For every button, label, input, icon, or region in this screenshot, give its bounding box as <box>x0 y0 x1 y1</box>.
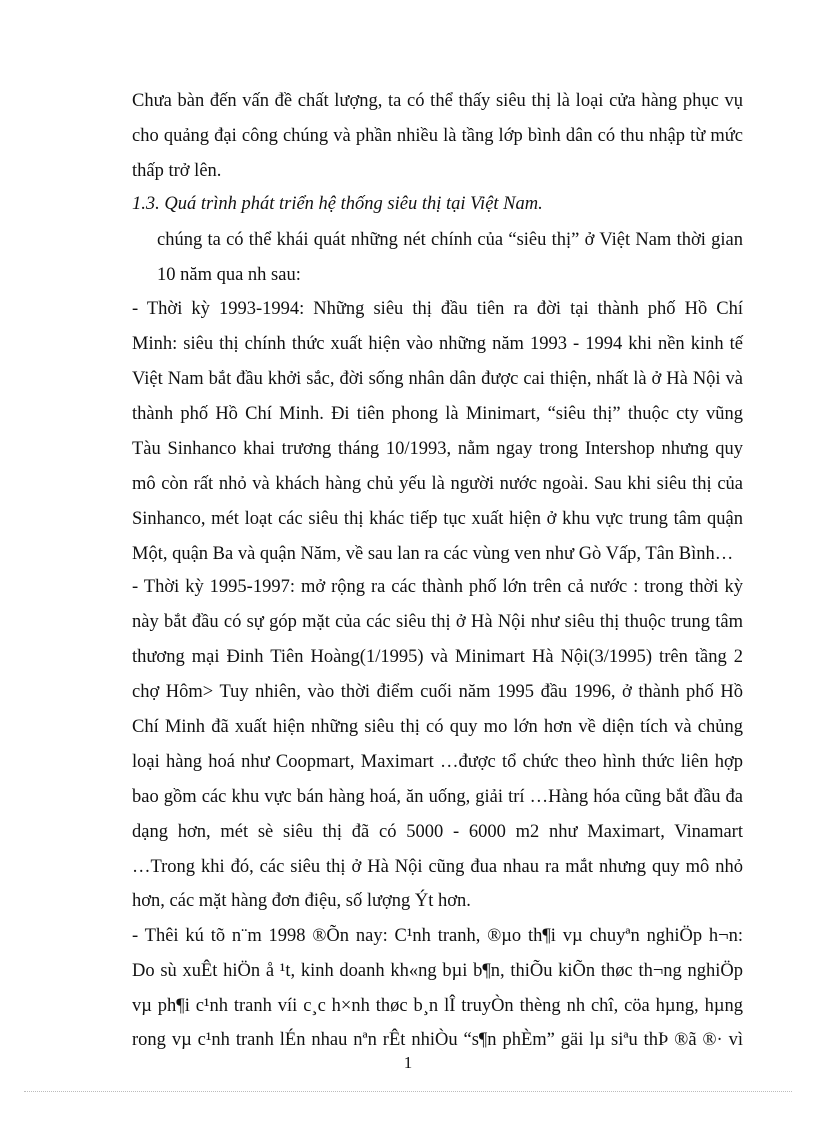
body-text-line: Do sù xuÊt hiÖn å ¹t, kinh doanh kh«ng bµi b¶n, thiÕu kiÕn thøc th¬ng nghiÖp <box>132 961 743 981</box>
body-text-line: chúng ta có thể khái quát những nét chính của “siêu thị” ở Việt Nam thời gian <box>157 230 743 250</box>
body-text-line: Minh: siêu thị chính thức xuất hiện vào những năm 1993 - 1994 khi nền kinh tế <box>132 334 743 354</box>
body-text-line: vµ ph¶i c¹nh tranh víi c¸c h×nh thøc b¸n lÎ truyÒn thèng nh chî, cöa hµng, hµng <box>132 996 743 1016</box>
list-item-line: - Thời kỳ 1995-1997: mở rộng ra các thành phố lớn trên cả nước : trong thời kỳ <box>132 577 743 597</box>
body-text-line: thành phố Hồ Chí Minh. Đi tiên phong là Minimart, “siêu thị” thuộc cty vũng <box>132 404 743 424</box>
body-text-line: mô còn rất nhỏ và khách hàng chủ yếu là người nước ngoài. Sau khi siêu thị của <box>132 474 743 494</box>
list-item-line: - Thời kỳ 1993-1994: Những siêu thị đầu tiên ra đời tại thành phố Hồ Chí <box>132 299 743 319</box>
body-text-line: Tàu Sinhanco khai trương tháng 10/1993, nằm ngay trong Intershop nhưng quy <box>132 439 743 459</box>
body-text-line: này bắt đầu có sự góp mặt của các siêu thị ở Hà Nội như siêu thị thuộc trung tâm <box>132 612 743 632</box>
body-text-line: Chưa bàn đến vấn đề chất lượng, ta có thể thấy siêu thị là loại cửa hàng phục vụ <box>132 91 743 111</box>
body-text-line: 10 năm qua nh sau: <box>157 265 301 285</box>
body-text-line: hơn, các mặt hàng đơn điệu, số lượng Ýt hơn. <box>132 891 471 911</box>
body-text-line: Chí Minh đã xuất hiện những siêu thị có quy mo lớn hơn về diện tích và chủng <box>132 717 743 737</box>
page-bottom-divider <box>24 1091 792 1092</box>
body-text-line: Việt Nam bắt đầu khởi sắc, đời sống nhân dân được cai thiện, nhất là ở Hà Nội và <box>132 369 743 389</box>
body-text-line: chợ Hôm> Tuy nhiên, vào thời điểm cuối năm 1995 đầu 1996, ở thành phố Hồ <box>132 682 743 702</box>
body-text-line: rong vµ c¹nh tranh lÉn nhau nªn rÊt nhiÒu “s¶n phÈm” gäi lµ siªu thÞ ®ã ®· vì <box>132 1030 743 1050</box>
list-item-line: - Thêi kú tõ n¨m 1998 ®Õn nay: C¹nh tranh, ®µo th¶i vµ chuyªn nghiÖp h¬n: <box>132 926 743 946</box>
body-text-line: Một, quận Ba và quận Năm, về sau lan ra các vùng ven như Gò Vấp, Tân Bình… <box>132 544 734 564</box>
body-text-line: thấp trở lên. <box>132 161 222 181</box>
body-text-line: …Trong khi đó, các siêu thị ở Hà Nội cũng đua nhau ra mắt nhưng quy mô nhỏ <box>132 857 743 877</box>
page-number: 1 <box>403 1053 413 1072</box>
body-text-line: bao gồm các khu vực bán hàng hoá, ăn uống, giải trí …Hàng hóa cũng bắt đầu đa <box>132 787 743 807</box>
body-text-line: cho quảng đại công chúng và phần nhiều là tầng lớp bình dân có thu nhập từ mức <box>132 126 743 146</box>
section-heading: 1.3. Quá trình phát triển hệ thống siêu thị tại Việt Nam. <box>132 194 543 214</box>
body-text-line: dạng hơn, mét sè siêu thị đã có 5000 - 6000 m2 như Maximart, Vinamart <box>132 822 743 842</box>
body-text-line: Sinhanco, mét loạt các siêu thị khác tiếp tục xuất hiện ở khu vực trung tâm quận <box>132 509 743 529</box>
body-text-line: loại hàng hoá như Coopmart, Maximart …được tổ chức theo hình thức liên hợp <box>132 752 743 772</box>
body-text-line: thương mại Đinh Tiên Hoàng(1/1995) và Minimart Hà Nội(3/1995) trên tầng 2 <box>132 647 743 667</box>
